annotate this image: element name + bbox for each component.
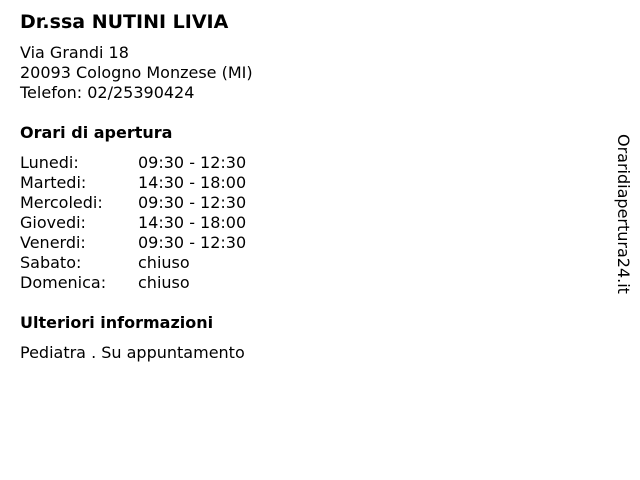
address-street: Via Grandi 18 <box>20 43 129 62</box>
hours-day: Domenica: <box>20 273 107 292</box>
address-city: 20093 Cologno Monzese (MI) <box>20 63 253 82</box>
hours-time: 14:30 - 18:00 <box>138 173 247 192</box>
page-title: Dr.ssa NUTINI LIVIA <box>20 11 229 33</box>
hours-time: 09:30 - 12:30 <box>138 153 247 172</box>
further-info-text: Pediatra . Su appuntamento <box>20 343 245 362</box>
address-block <box>20 43 253 103</box>
hours-day: Giovedi: <box>20 213 86 232</box>
hours-time: 09:30 - 12:30 <box>138 193 247 212</box>
hours-day: Lunedi: <box>20 153 79 172</box>
hours-time: 14:30 - 18:00 <box>138 213 247 232</box>
brand-watermark: Oraridiapertura24.it <box>614 134 633 294</box>
opening-hours-heading: Orari di apertura <box>20 123 173 142</box>
hours-time: 09:30 - 12:30 <box>138 233 247 252</box>
further-info-heading: Ulteriori informazioni <box>20 313 214 332</box>
hours-day: Mercoledi: <box>20 193 103 212</box>
hours-day: Sabato: <box>20 253 82 272</box>
hours-day: Martedi: <box>20 173 87 192</box>
hours-day: Venerdi: <box>20 233 86 252</box>
hours-time: chiuso <box>138 253 190 272</box>
hours-time: chiuso <box>138 273 190 292</box>
phone-number: Telefon: 02/25390424 <box>20 83 195 102</box>
